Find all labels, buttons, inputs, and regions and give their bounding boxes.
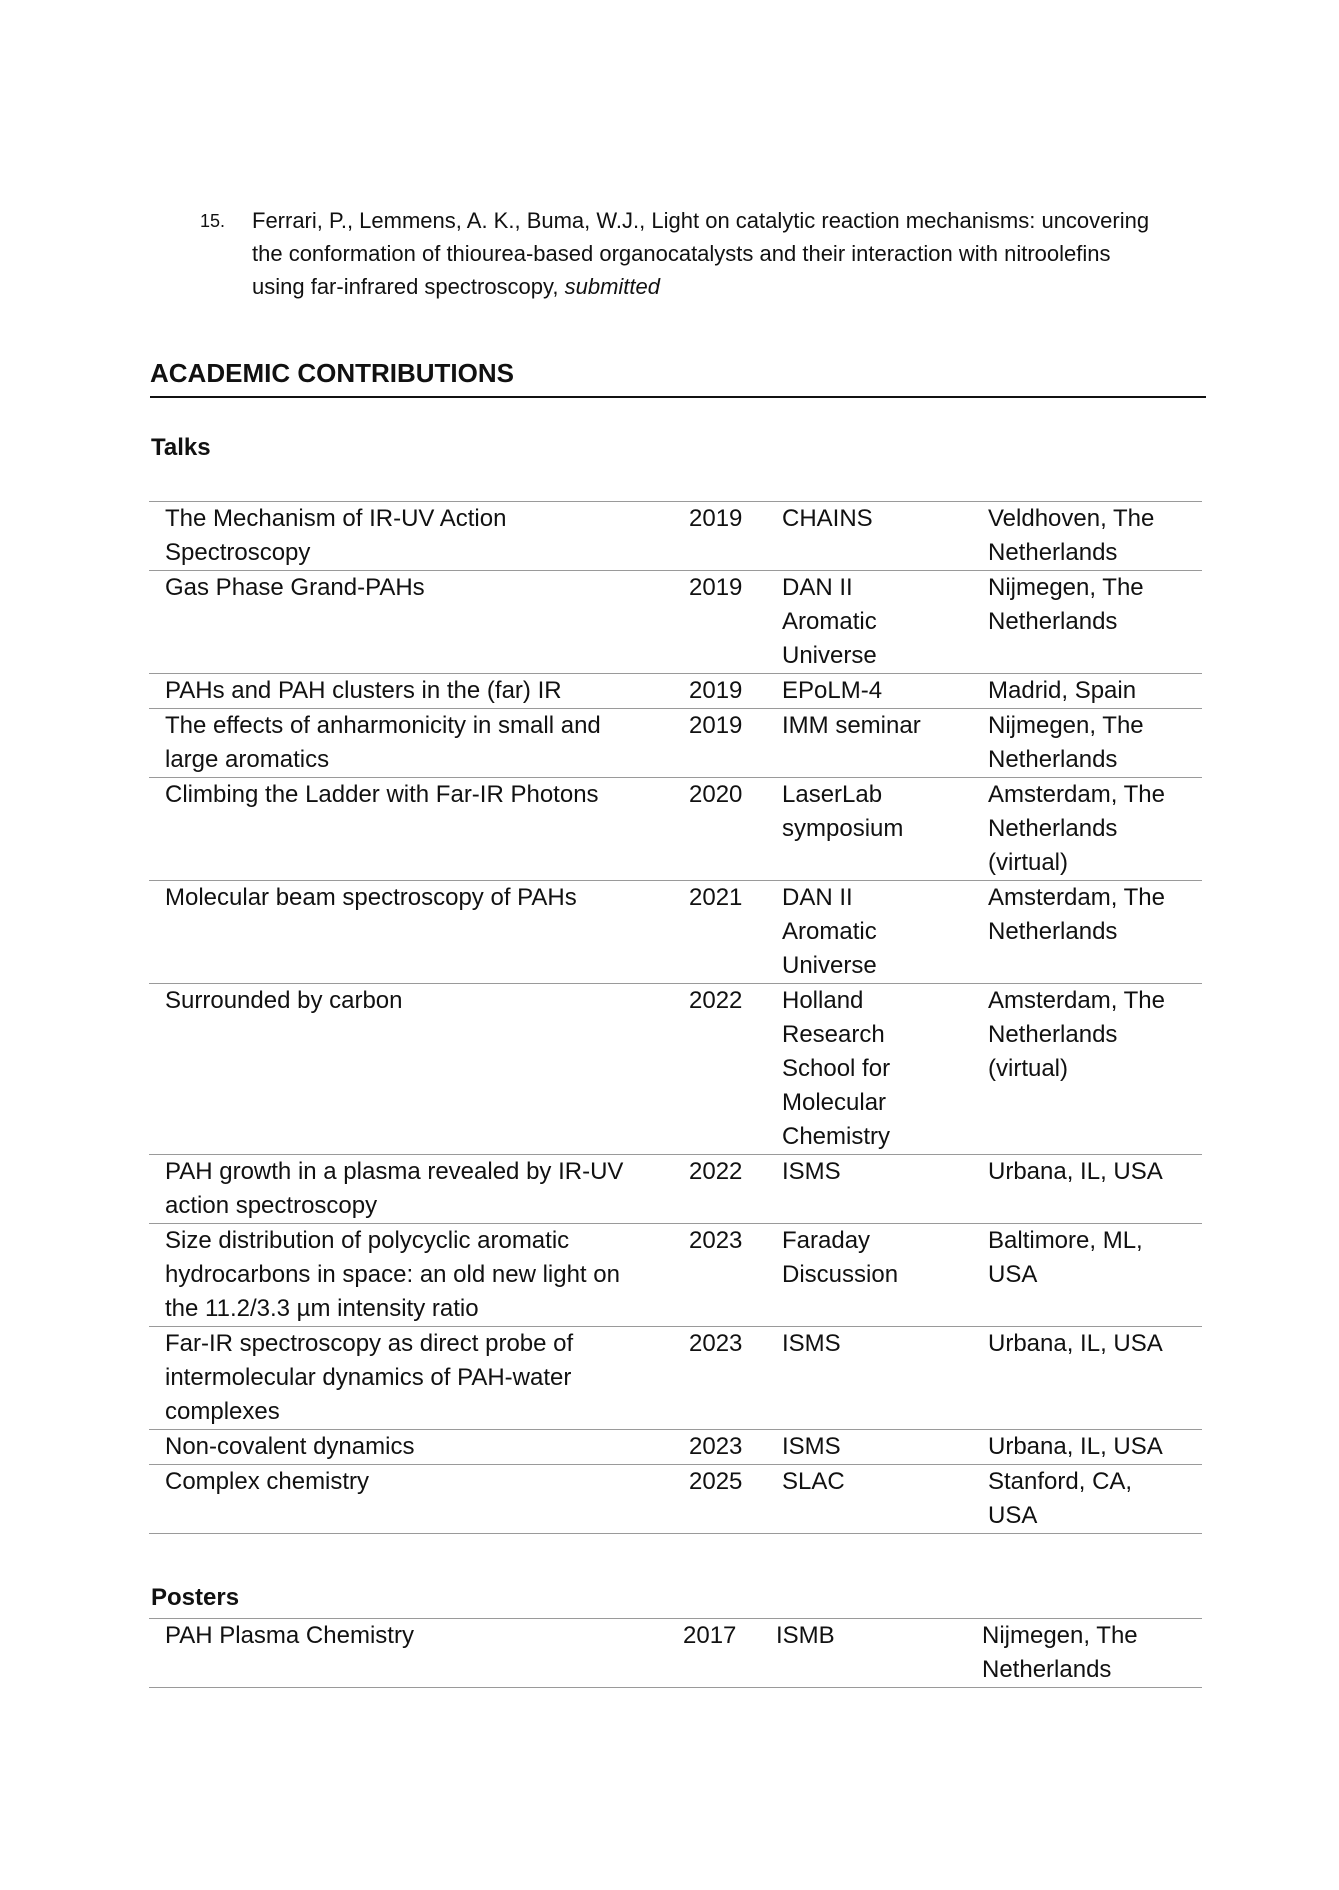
talks-table <box>149 501 1202 1534</box>
talk-location: Nijmegen, The Netherlands <box>972 709 1202 778</box>
poster-event: ISMB <box>760 1619 966 1688</box>
talk-event: DAN II Aromatic Universe <box>766 881 972 984</box>
talk-year: 2023 <box>673 1430 766 1465</box>
talk-event: ISMS <box>766 1155 972 1224</box>
poster-title: PAH Plasma Chemistry <box>149 1619 667 1688</box>
talk-year: 2022 <box>673 984 766 1155</box>
talk-location: Nijmegen, The Netherlands <box>972 571 1202 674</box>
talk-event: Holland Research School for Molecular Chemistry <box>766 984 972 1155</box>
table-row <box>149 1465 1202 1534</box>
talk-year: 2020 <box>673 778 766 881</box>
talk-event: CHAINS <box>766 502 972 571</box>
section-title: ACADEMIC CONTRIBUTIONS <box>150 356 1206 398</box>
table-row <box>149 1155 1202 1224</box>
talk-location: Urbana, IL, USA <box>972 1430 1202 1465</box>
talk-location: Urbana, IL, USA <box>972 1327 1202 1430</box>
talk-title: Non-covalent dynamics <box>149 1430 673 1465</box>
talk-title: Complex chemistry <box>149 1465 673 1534</box>
talk-event: IMM seminar <box>766 709 972 778</box>
table-row <box>149 502 1202 571</box>
talk-title: PAHs and PAH clusters in the (far) IR <box>149 674 673 709</box>
talk-title: The Mechanism of IR-UV Action Spectroscopy <box>149 502 673 571</box>
talk-year: 2019 <box>673 571 766 674</box>
talk-location: Veldhoven, The Netherlands <box>972 502 1202 571</box>
talk-year: 2019 <box>673 502 766 571</box>
posters-table <box>149 1618 1202 1688</box>
talk-event: ISMS <box>766 1327 972 1430</box>
talk-location: Amsterdam, The Netherlands <box>972 881 1202 984</box>
talk-event: EPoLM-4 <box>766 674 972 709</box>
talk-event: LaserLab symposium <box>766 778 972 881</box>
talk-title: Far-IR spectroscopy as direct probe of intermolecular dynamics of PAH-water complexes <box>149 1327 673 1430</box>
table-row <box>149 674 1202 709</box>
publication-entry <box>202 204 1192 303</box>
talk-location: Urbana, IL, USA <box>972 1155 1202 1224</box>
posters-heading: Posters <box>151 1584 240 1611</box>
table-row <box>149 1619 1202 1688</box>
talk-location: Stanford, CA, USA <box>972 1465 1202 1534</box>
table-row <box>149 984 1202 1155</box>
talk-event: SLAC <box>766 1465 972 1534</box>
publication-text <box>252 204 1192 303</box>
talk-year: 2022 <box>673 1155 766 1224</box>
talk-year: 2019 <box>673 674 766 709</box>
talk-location: Amsterdam, The Netherlands (virtual) <box>972 778 1202 881</box>
talk-event: DAN II Aromatic Universe <box>766 571 972 674</box>
talk-year: 2019 <box>673 709 766 778</box>
table-row <box>149 778 1202 881</box>
publication-citation: Ferrari, P., Lemmens, A. K., Buma, W.J., Light on catalytic reaction mechanisms: uncovering the conformation of thiourea-based organocatalysts and their interaction with nitroolefins using far-infrared spectroscopy, <box>252 208 1150 299</box>
table-row <box>149 1430 1202 1465</box>
talk-year: 2025 <box>673 1465 766 1534</box>
talk-title: Climbing the Ladder with Far-IR Photons <box>149 778 673 881</box>
publication-number: 15. <box>200 211 226 231</box>
talk-title: Size distribution of polycyclic aromatic hydrocarbons in space: an old new light on the 11.2/3.3 µm intensity ratio <box>149 1224 673 1327</box>
table-row <box>149 881 1202 984</box>
table-row <box>149 571 1202 674</box>
talk-title: The effects of anharmonicity in small and large aromatics <box>149 709 673 778</box>
talk-year: 2021 <box>673 881 766 984</box>
poster-location: Nijmegen, The Netherlands <box>966 1619 1202 1688</box>
talk-title: PAH growth in a plasma revealed by IR-UV action spectroscopy <box>149 1155 673 1224</box>
table-row <box>149 1327 1202 1430</box>
talk-title: Surrounded by carbon <box>149 984 673 1155</box>
talk-title: Gas Phase Grand-PAHs <box>149 571 673 674</box>
publication-status: submitted <box>564 274 661 299</box>
talks-heading: Talks <box>151 434 211 461</box>
talk-event: ISMS <box>766 1430 972 1465</box>
table-row <box>149 709 1202 778</box>
talk-location: Baltimore, ML, USA <box>972 1224 1202 1327</box>
talk-location: Amsterdam, The Netherlands (virtual) <box>972 984 1202 1155</box>
poster-year: 2017 <box>667 1619 760 1688</box>
talk-title: Molecular beam spectroscopy of PAHs <box>149 881 673 984</box>
talk-event: Faraday Discussion <box>766 1224 972 1327</box>
talk-year: 2023 <box>673 1327 766 1430</box>
talk-location: Madrid, Spain <box>972 674 1202 709</box>
table-row <box>149 1224 1202 1327</box>
talk-year: 2023 <box>673 1224 766 1327</box>
